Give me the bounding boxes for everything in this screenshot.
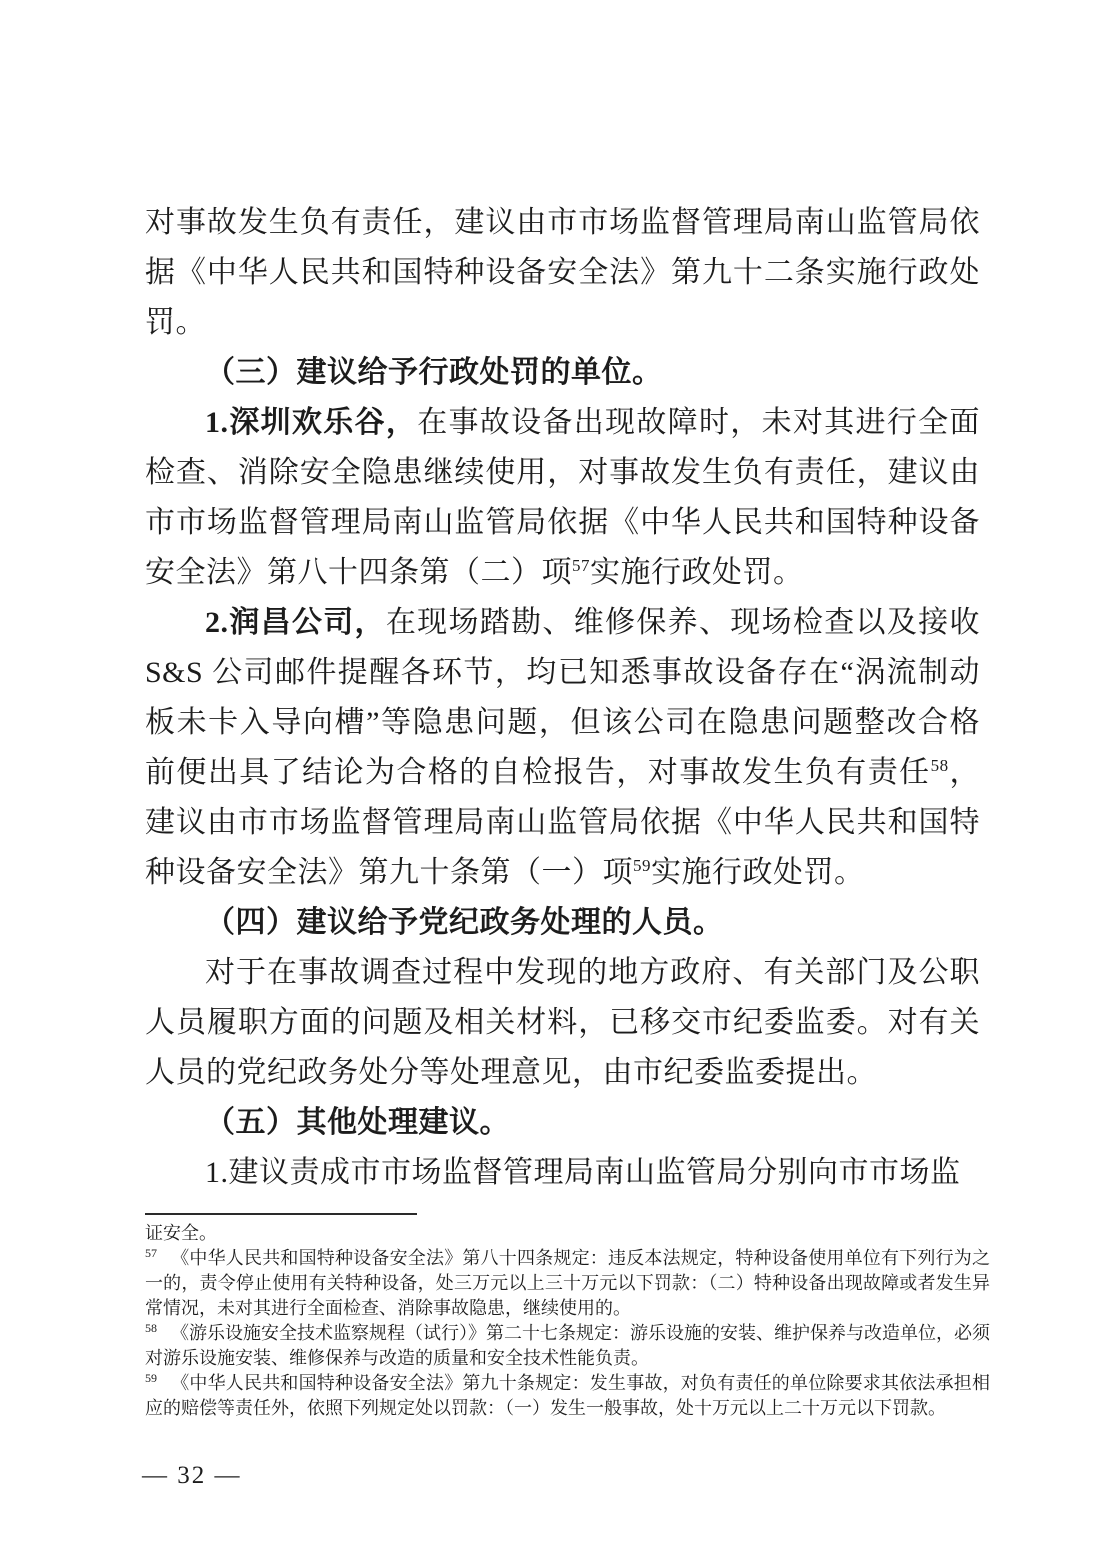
item-text: ，建议由市市场监督管理局南山监管局依据《中华人民共和国特种设备安全法》第九十条第（一）项 bbox=[145, 756, 981, 889]
body-paragraph-continuation: 对事故发生负有责任，建议由市市场监督管理局南山监管局依据《中华人民共和国特种设备安全法》第九十二条实施行政处罚。 bbox=[145, 206, 980, 339]
footnote-ref-57: 57 bbox=[572, 556, 590, 575]
footnote-divider bbox=[145, 1213, 417, 1215]
footnote-continuation: 证安全。 bbox=[145, 1223, 217, 1243]
footnote-ref-59: 59 bbox=[633, 856, 651, 875]
section-heading-5: （五）其他处理建议。 bbox=[205, 1106, 510, 1139]
footnote-ref-58: 58 bbox=[930, 756, 949, 775]
footnote-59 bbox=[145, 1371, 990, 1421]
body-paragraph: 对于在事故调查过程中发现的地方政府、有关部门及公职人员履职方面的问题及相关材料，已移交市纪委监委。对有关人员的党纪政务处分等处理意见，由市纪委监委提出。 bbox=[145, 956, 980, 1089]
footnote-text: 《中华人民共和国特种设备安全法》第八十四条规定：违反本法规定，特种设备使用单位有下列行为之一的，责令停止使用有关特种设备，处三万元以上三十万元以下罚款：（二）特种设备出现故障或者发生异常情况，未对其进行全面检查、消除事故隐患，继续使用的。 bbox=[145, 1248, 990, 1318]
body-paragraph-item-2 bbox=[145, 598, 980, 898]
footnote-57 bbox=[145, 1246, 990, 1321]
page-number: — 32 — bbox=[142, 1462, 242, 1489]
document-body bbox=[145, 198, 980, 1198]
section-heading-4: （四）建议给予党纪政务处理的人员。 bbox=[205, 906, 724, 939]
footnote-58 bbox=[145, 1321, 990, 1371]
footnote-section bbox=[145, 1213, 990, 1421]
item-text: 在事故设备出现故障时，未对其进行全面检查、消除安全隐患继续使用，对事故发生负有责任，建议由市市场监督管理局南山监管局依据《中华人民共和国特种设备安全法》第八十四条第（二）项 bbox=[145, 406, 980, 589]
footnote-number: 57 bbox=[145, 1246, 157, 1260]
body-paragraph-last: 1.建议责成市市场监督管理局南山监管局分别向市市场监 bbox=[205, 1156, 961, 1189]
footnote-number: 59 bbox=[145, 1371, 157, 1385]
footnote-text: 《游乐设施安全技术监察规程（试行）》第二十七条规定：游乐设施的安装、维护保养与改造单位，必须对游乐设施安装、维修保养与改造的质量和安全技术性能负责。 bbox=[145, 1323, 990, 1368]
body-paragraph-item-1 bbox=[145, 398, 980, 598]
item-lead-bold: 1.深圳欢乐谷， bbox=[205, 406, 418, 439]
item-text: 实施行政处罚。 bbox=[651, 856, 865, 889]
item-text: 实施行政处罚。 bbox=[590, 556, 804, 589]
section-heading-3: （三）建议给予行政处罚的单位。 bbox=[205, 356, 663, 389]
item-lead-bold: 2.润昌公司， bbox=[205, 606, 386, 639]
footnote-number: 58 bbox=[145, 1321, 157, 1335]
item-text: 在现场踏勘、维修保养、现场检查以及接收 S&S 公司邮件提醒各环节，均已知悉事故设备存在“涡流制动板未卡入导向槽”等隐患问题，但该公司在隐患问题整改合格前便出具了结论为合格的自检报告，对事故发生负有责任 bbox=[145, 606, 980, 789]
footnote-text: 《中华人民共和国特种设备安全法》第九十条规定：发生事故，对负有责任的单位除要求其依法承担相应的赔偿等责任外，依照下列规定处以罚款：（一）发生一般事故，处十万元以上二十万元以下罚款。 bbox=[145, 1373, 990, 1418]
